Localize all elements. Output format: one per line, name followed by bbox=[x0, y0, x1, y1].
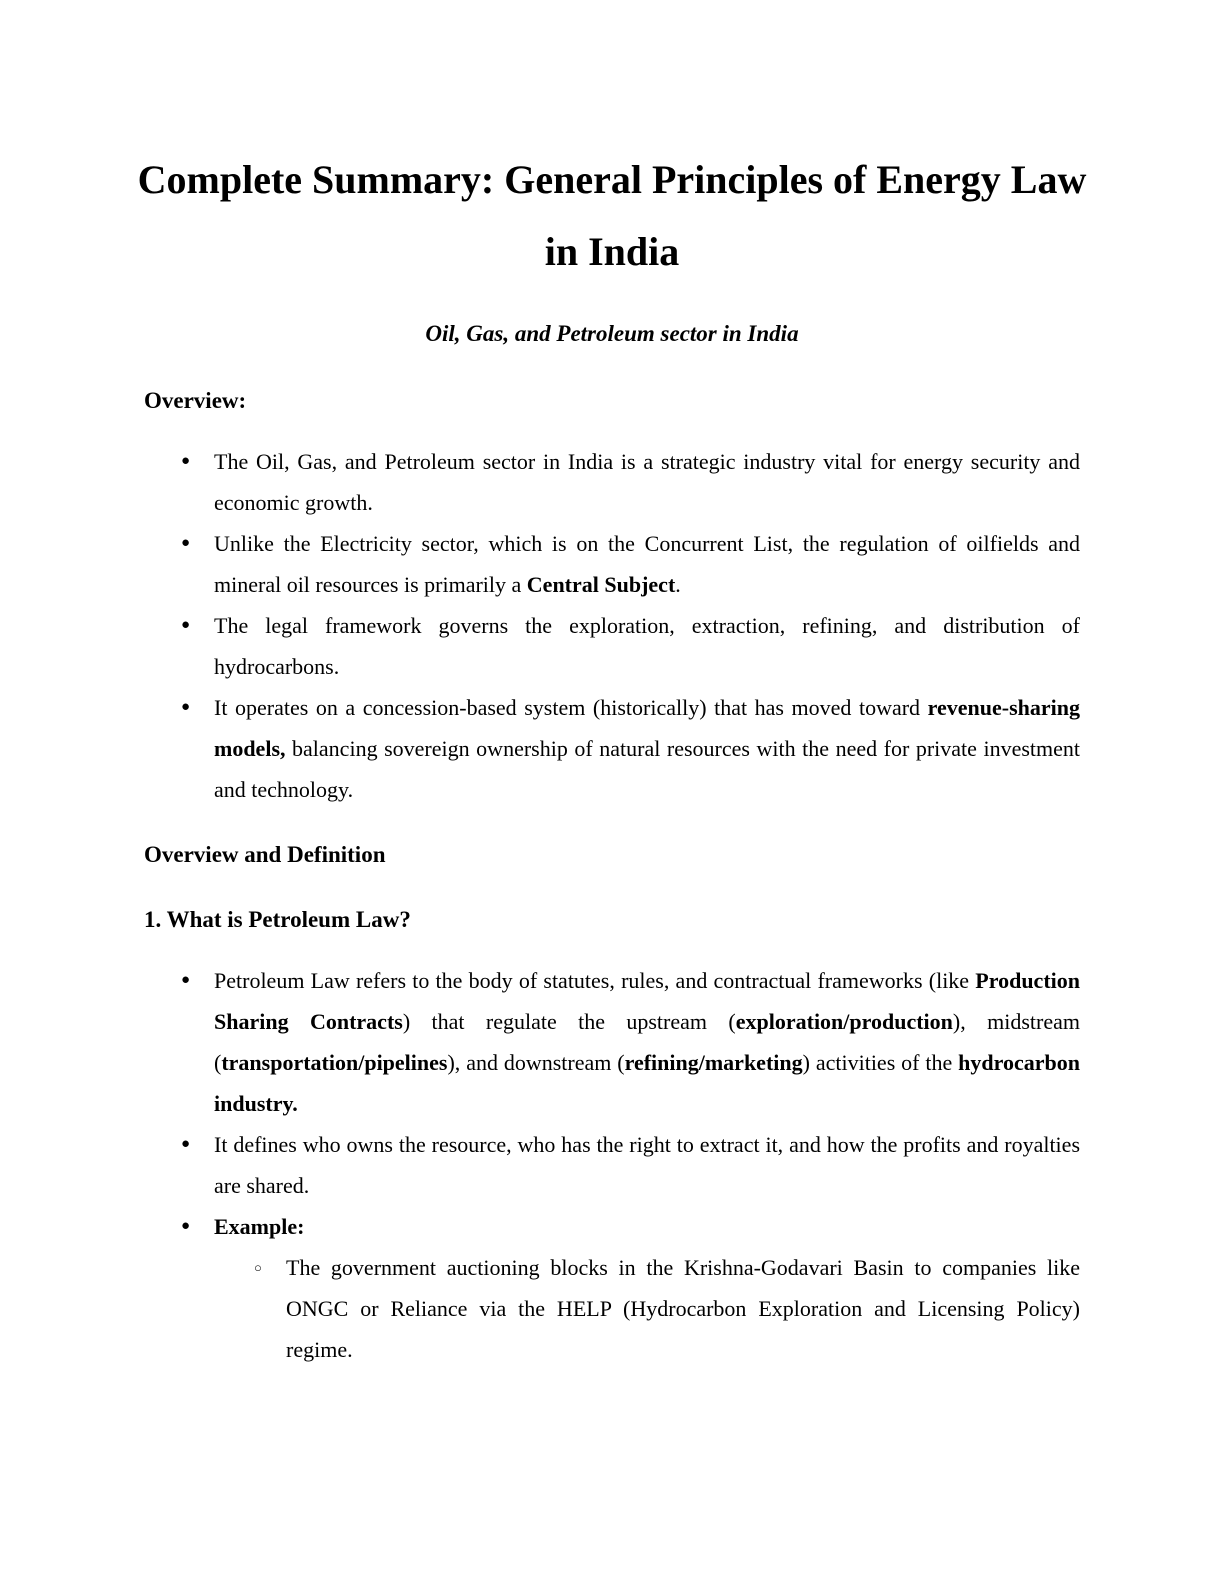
bullet-circle-icon: ○ bbox=[254, 1260, 262, 1275]
list-item-text: Example: bbox=[214, 1214, 305, 1239]
list-item bbox=[144, 605, 1080, 687]
section-heading: 1. What is Petroleum Law? bbox=[144, 907, 411, 932]
document-body bbox=[144, 380, 1080, 1370]
list-item-text: It operates on a concession-based system (historically) that has moved toward revenue-sharing models, balancing sovereign ownership of natural resources with the need for private investment and technology. bbox=[214, 695, 1080, 802]
list-item bbox=[144, 1247, 1080, 1370]
section-heading: Overview and Definition bbox=[144, 842, 386, 867]
list-item-text: Petroleum Law refers to the body of statutes, rules, and contractual frameworks (like Production Sharing Contracts) that regulate the upstream (exploration/production), midstream (transportation/pipelines), and downstream (refining/marketing) activities of the hydrocarbon industry. bbox=[214, 968, 1080, 1116]
document-subtitle: Oil, Gas, and Petroleum sector in India bbox=[425, 321, 799, 346]
list-item-text: Unlike the Electricity sector, which is on the Concurrent List, the regulation of oilfields and mineral oil resources is primarily a Central Subject. bbox=[214, 531, 1080, 597]
bullet-disc-icon: ● bbox=[181, 617, 191, 633]
bullet-disc-icon: ● bbox=[181, 1136, 191, 1152]
bullet-disc-icon: ● bbox=[181, 972, 191, 988]
list-item-text: The legal framework governs the exploration, extraction, refining, and distribution of hydrocarbons. bbox=[214, 613, 1080, 679]
bullet-disc-icon: ● bbox=[181, 699, 191, 715]
list-item bbox=[144, 441, 1080, 523]
list-item bbox=[144, 960, 1080, 1124]
list-item bbox=[144, 1124, 1080, 1206]
bullet-disc-icon: ● bbox=[181, 535, 191, 551]
list-item-text: It defines who owns the resource, who has the right to extract it, and how the profits and royalties are shared. bbox=[214, 1132, 1080, 1198]
list-item-text: The Oil, Gas, and Petroleum sector in India is a strategic industry vital for energy security and economic growth. bbox=[214, 449, 1080, 515]
bullet-disc-icon: ● bbox=[181, 453, 191, 469]
list-item bbox=[144, 523, 1080, 605]
list-item-text: The government auctioning blocks in the Krishna-Godavari Basin to companies like ONGC or Reliance via the HELP (Hydrocarbon Exploration and Licensing Policy) regime. bbox=[286, 1255, 1080, 1362]
bullet-disc-icon: ● bbox=[181, 1218, 191, 1234]
list-item bbox=[144, 687, 1080, 810]
bullet-list bbox=[144, 960, 1080, 1370]
section-heading: Overview: bbox=[144, 388, 247, 413]
document-title: Complete Summary: General Principles of Energy Law in India bbox=[137, 157, 1087, 274]
bullet-list bbox=[144, 441, 1080, 810]
list-item bbox=[144, 1206, 1080, 1247]
